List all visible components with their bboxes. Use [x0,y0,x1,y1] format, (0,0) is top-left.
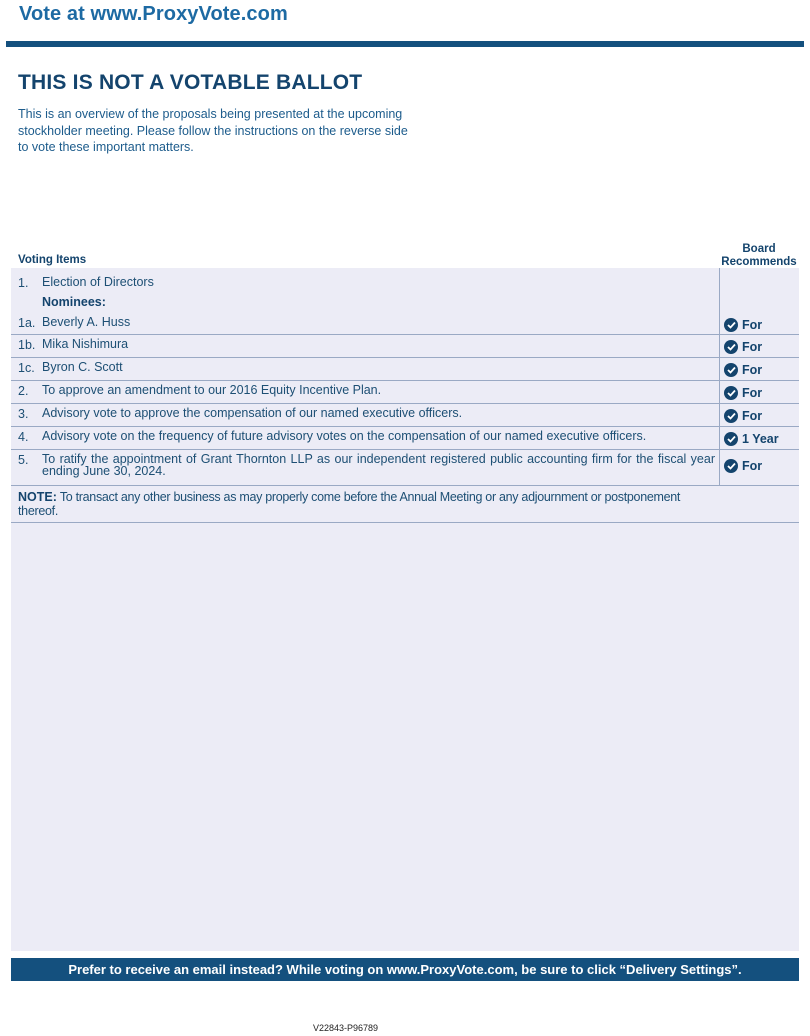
recommendation-label: For [742,459,763,473]
recommendation-label: For [742,409,763,423]
item-number: 1b. [18,338,36,352]
item-number: 1a. [18,316,36,330]
item-text: Election of Directors [42,275,154,289]
recommendation [724,318,762,332]
item-text: To ratify the appointment of Grant Thornton LLP as our independent registered public accounting firm for the fiscal year ending June 30, 2024. [42,452,715,478]
proxyvote-link[interactable]: Vote at www.ProxyVote.com [19,3,288,25]
header-rule [6,41,804,47]
recommendation-label: 1 Year [742,432,779,446]
check-circle-icon [724,363,738,377]
nominees-label: Nominees: [42,295,106,309]
recommendation-column-divider [719,268,720,486]
row-divider [11,485,799,486]
item-text: To approve an amendment to our 2016 Equity Incentive Plan. [42,383,382,397]
recommendation [724,409,762,423]
note-divider [11,522,799,523]
recommendation-label: For [742,318,763,332]
item-text: Byron C. Scott [42,360,123,374]
item-number: 2. [18,384,29,398]
row-divider [11,426,799,427]
delivery-settings-banner: Prefer to receive an email instead? While voting on www.ProxyVote.com, be sure to click “Delivery Settings”. [11,958,799,981]
note-label: NOTE: [18,490,57,504]
item-number: 3. [18,407,29,421]
row-divider [11,380,799,381]
page-title: THIS IS NOT A VOTABLE BALLOT [18,71,363,94]
recommendation-label: For [742,386,763,400]
row-divider [11,334,799,335]
row-divider [11,449,799,450]
recommendation [724,432,779,446]
recommendation [724,459,762,473]
board-recommends-line2: Recommends [721,256,797,268]
check-circle-icon [724,432,738,446]
recommendation-label: For [742,340,763,354]
item-number: 5. [18,453,29,467]
note-text: To transact any other business as may properly come before the Annual Meeting or any adjournment or postponement thereof. [18,490,681,518]
item-text: Advisory vote to approve the compensation of our named executive officers. [42,406,463,420]
row-divider [11,357,799,358]
check-circle-icon [724,340,738,354]
recommendation [724,340,762,354]
check-circle-icon [724,459,738,473]
recommendation [724,386,762,400]
item-text: Beverly A. Huss [42,315,131,329]
board-recommends-line1: Board [742,243,776,255]
check-circle-icon [724,318,738,332]
document-code: V22843-P96789 [313,1023,379,1033]
note [18,490,718,518]
recommendation [724,363,762,377]
item-text: Mika Nishimura [42,337,129,351]
recommendation-label: For [742,363,763,377]
board-recommends-header [718,243,800,269]
item-number: 1c. [18,361,35,375]
item-number: 1. [18,276,29,290]
intro-text: This is an overview of the proposals being presented at the upcoming stockholder meeting. Please follow the instructions on the reverse side to vote these important matters. [18,107,408,154]
check-circle-icon [724,386,738,400]
item-number: 4. [18,430,29,444]
row-divider [11,403,799,404]
check-circle-icon [724,409,738,423]
voting-items-header: Voting Items [18,254,87,266]
item-text: Advisory vote on the frequency of future advisory votes on the compensation of our named executive officers. [42,429,647,443]
